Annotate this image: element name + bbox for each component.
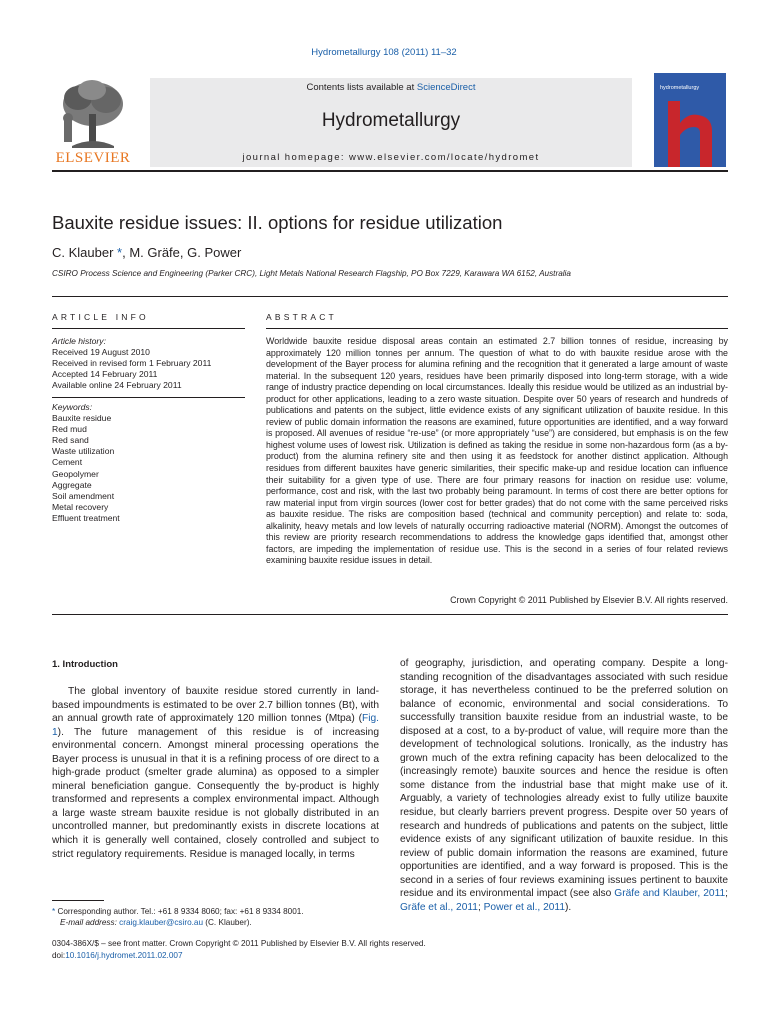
email-label: E-mail address: [60,918,120,927]
article-info-heading: ARTICLE INFO [52,312,149,322]
sciencedirect-link[interactable]: ScienceDirect [416,82,476,93]
intro-left-column [52,685,379,861]
corresponding-author-footnote [52,906,304,928]
ref-sep: ; [725,888,728,900]
ref-end: ). [565,901,572,913]
abstract-heading: ABSTRACT [266,312,337,322]
keywords-heading: Keywords: [52,402,93,412]
author-list [52,245,241,260]
keyword: Effluent treatment [52,512,120,523]
corresponding-author-mark[interactable]: * [117,245,123,260]
intro-text: of geography, jurisdiction, and operating company. Despite a long-standing recognition of the disadvantages associated with such residue storage, it has nevertheless continued to be the preferred solution on balance of economic, environmental and social considerations. To successfully transition bauxite residue from an industrial waste, to be disposed at a cost, to a by-product of value, will require more than the development of technological solutions. Ironically, as the industry has grown much of the extra refining capacity has been delocalized to the (increasingly remote) bauxite sources and hence the residue is often some distance from the industrial base that might make use of it. Arguably, a variety of technologies already exist to fully utilize bauxite residue, but clearly barriers prevent progress. Despite over 50 years of research and hundreds of publications and patents on the subject, little evidence exists of any significant utilization of bauxite residue. In this review of public domain information the reasons are examined, future opportunities are identified, and a way forward is proposed. This is the second in a series of four reviews examining issues pertinent to bauxite residue and its environmental impact (see also [400,658,728,900]
page-footer [52,938,426,961]
footnote-rule [52,900,104,901]
keyword: Waste utilization [52,446,115,457]
doi-link[interactable]: 10.1016/j.hydromet.2011.02.007 [65,950,183,960]
journal-citation[interactable]: Hydrometallurgy 108 (2011) 11–32 [311,47,457,58]
article-history [52,336,245,391]
cover-h-graphic [654,73,726,167]
elsevier-logo[interactable]: ELSEVIER [55,150,131,166]
history-item: Available online 24 February 2011 [52,380,182,391]
cover-title: hydrometallurgy [660,85,700,91]
keyword: Red mud [52,424,87,435]
ref-sep: ; [477,901,484,913]
intro-text: The global inventory of bauxite residue stored currently in land-based impoundments is estimated to be over 2.7 billion tonnes (Bt), with an annual growth rate of approximately 120 million tonnes (Mtpa) ( [52,686,379,725]
article-info-rule [52,328,245,329]
figure-1-link[interactable]: Fig. 1 [52,713,379,738]
email-after: (C. Klauber). [203,918,252,927]
article-title: Bauxite residue issues: II. options for residue utilization [52,212,503,233]
homepage-url[interactable]: www.elsevier.com/locate/hydromet [349,152,540,163]
abstract-rule [266,328,728,329]
journal-name: Hydrometallurgy [321,110,461,131]
history-item: Accepted 14 February 2011 [52,369,158,380]
ref-link[interactable]: Power et al., 2011 [483,901,566,913]
history-item: Received in revised form 1 February 2011 [52,358,212,369]
other-authors: , M. Gräfe, G. Power [122,245,242,260]
email-link[interactable]: craig.klauber@csiro.au [119,918,204,927]
abstract-copyright: Crown Copyright © 2011 Published by Elsevier B.V. All rights reserved. [450,595,728,605]
footnote-mark: * [52,907,56,916]
contents-line [150,82,632,93]
footnote-contact: Corresponding author. Tel.: +61 8 9334 8060; fax: +61 8 9334 8001. [55,907,304,916]
keyword: Geopolymer [52,468,99,479]
keyword: Metal recovery [52,501,109,512]
history-heading: Article history: [52,336,106,346]
section-heading-introduction: 1. Introduction [52,659,118,670]
journal-cover-image[interactable] [654,73,726,167]
title-rule [52,296,728,297]
keyword: Soil amendment [52,490,115,501]
ref-link[interactable]: Gräfe and Klauber, 2011 [614,888,726,900]
homepage-prefix: journal homepage: [242,152,349,163]
abstract-text: Worldwide bauxite residue disposal areas contain an estimated 2.7 billion tonnes of residue, increasing by approximately 120 million tonnes per annum. The question of what to do with bauxite residue arose with the development of the Bayer process for alumina refining and the recognition that it generated a large amount of waste material. In the subsequent 120 years, residues have been primarily disposed into long-term storage, with a wide range of industry practice depending on local circumstances. Ideally this residue would be utilized as an industrial by-product for other applications, leading to a zero waste situation. Despite over 50 years of research and hundreds of publications and patents on the subject, little evidence exists of any significant utilization of bauxite residue. In this review of public domain information the reasons are examined, future opportunities are identified, and a way forward is proposed. All avenues of residue “re-use” (or more appropriately “use”) are considered, but emphasis is on the few highest volume uses of lowest risk. Utilization is defined as taking the residue in some non-hazardous form (as a by-product) from the alumina refinery site and then using it as feedstock for another distinct application. Although residues from different bauxites have generic similarities, their specific make-up and residue location can influence their suitability for a given type of use. There are four primary reasons for inaction on residue use: volume, performance, cost and risk, with the last two probably being paramount. In terms of cost there are better options for raw material input from virgin sources (lower cost for better grades) that do not come with the same perceived risks as bauxite residue. The risks are composition based (technical and community perception) and relate to: soda, alkalinity, heavy metals and low levels of naturally occurring radioactive material (NORM). Amongst the outcomes of this review are priority research recommendations to address the knowledge gaps identified that, amongst other factors, are impeding the implementation of residue use. This is the second in a series of four related reviews examining bauxite residue issues in detail. [266,336,728,566]
keyword: Bauxite residue [52,413,112,424]
author-klauber: C. Klauber [52,245,118,260]
intro-text: ). The future management of this residue is of increasing environmental concern. Amongst mineral processing operations the Bayer process is unusual in that it is a refining process of ore direct to a high-grade product (smelter grade alumina) as opposed to a simpler mineral beneficiation gangue. Consequently the by-product is highly transformed and represents a complex environmental impact. Although a large waste stream bauxite residue is not globally distributed in an uncontrolled manner, but predominantly exists in discrete locations at which it is generally well contained, closely controlled and subject to strict regulatory requirements. Residue is managed locally, in terms [52,726,379,860]
doi-label: doi: [52,950,66,960]
ref-link[interactable]: Gräfe et al., 2011 [400,901,478,913]
journal-homepage [150,152,632,163]
intro-right-column [400,657,728,914]
header-rule [52,170,728,172]
affiliation: CSIRO Process Science and Engineering (Parker CRC), Light Metals National Research Flagship, PO Box 7229, Karawara WA 6152, Australia [52,269,571,278]
keywords-rule [52,397,245,398]
issn-line: 0304-386X/$ – see front matter. Crown Copyright © 2011 Published by Elsevier B.V. All rights reserved. [52,939,426,948]
keyword: Cement [52,457,83,468]
keyword: Aggregate [52,479,92,490]
keyword: Red sand [52,435,89,446]
abstract-end-rule [52,614,728,615]
keywords-list [52,402,245,524]
contents-prefix: Contents lists available at [306,82,417,93]
history-item: Received 19 August 2010 [52,347,150,358]
